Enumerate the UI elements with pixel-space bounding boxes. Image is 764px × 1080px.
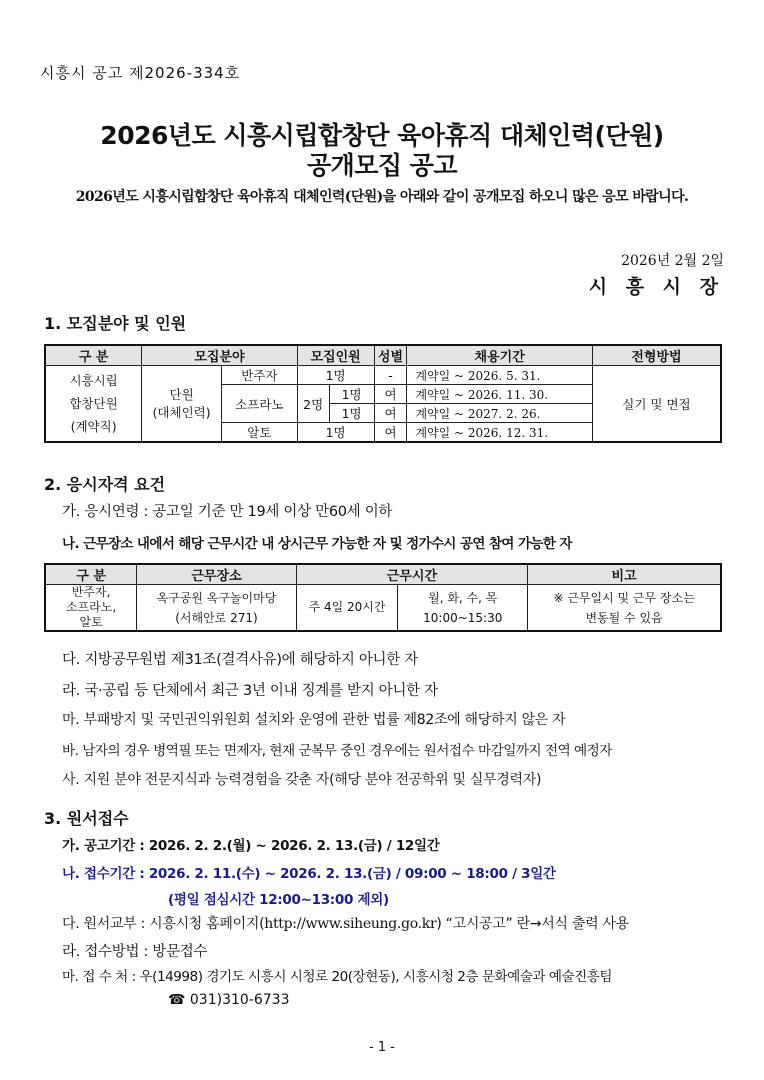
recruitment-table <box>44 344 722 443</box>
homepage-link[interactable]: http://www.siheung.go.kr <box>264 916 437 932</box>
work-header-category: 구 분 <box>45 564 137 585</box>
header-category: 구 분 <box>45 345 142 366</box>
period-cell: 계약일 ~ 2026. 5. 31. <box>407 366 592 385</box>
count-cell: 1명 <box>329 385 374 404</box>
part-cell: 소프라노 <box>221 385 297 423</box>
page-number: - 1 - <box>369 1040 395 1055</box>
contact-phone: ☎ 031)310-6733 <box>168 992 290 1008</box>
period-cell: 계약일 ~ 2027. 2. 26. <box>407 404 592 423</box>
work-category-cell: 반주자, 소프라노, 알토 <box>45 585 137 632</box>
total-count-cell: 2명 <box>297 385 329 423</box>
application-method: 라. 접수방법 : 방문접수 <box>62 944 208 960</box>
notice-number: 시흥시 공고 제2026-334호 <box>40 64 241 82</box>
form-distribution <box>62 913 629 933</box>
work-note-cell: ※ 근무일시 및 근무 장소는 변동될 수 있음 <box>528 585 721 632</box>
header-method: 전형방법 <box>592 345 721 366</box>
gender-cell: 여 <box>374 423 407 443</box>
period-cell: 계약일 ~ 2026. 12. 31. <box>407 423 592 443</box>
work-header-place: 근무장소 <box>137 564 296 585</box>
count-cell: 1명 <box>297 366 374 385</box>
gender-cell: 여 <box>374 404 407 423</box>
qualification-anticorruption: 마. 부패방지 및 국민권익위원회 설치와 운영에 관한 법률 제82조에 해당하지 않은 자 <box>62 712 566 728</box>
qualification-workplace: 나. 근무장소 내에서 해당 근무시간 내 상시근무 가능한 자 및 정가수시 공연 참여 가능한 자 <box>62 536 572 552</box>
intro-text: 2026년도 시흥시립합창단 육아휴직 대체인력(단원)을 아래와 같이 공개모집 하오니 많은 응모 바랍니다. <box>75 189 689 205</box>
section-title-application: 3. 원서접수 <box>44 809 129 828</box>
qualification-age: 가. 응시연령 : 공고일 기준 만 19세 이상 만60세 이하 <box>62 504 393 520</box>
section-title-recruitment: 1. 모집분야 및 인원 <box>44 314 187 333</box>
field-cell: 단원 (대체인력) <box>142 366 222 443</box>
work-hours-days-cell: 월, 화, 수, 목 10:00~15:30 <box>398 585 528 632</box>
part-cell: 반주자 <box>221 366 297 385</box>
qualification-military: 바. 남자의 경우 병역필 또는 면제자, 현재 군복무 중인 경우에는 원서접수 마감일까지 전역 예정자 <box>62 743 612 759</box>
receipt-period: 나. 접수기간 : 2026. 2. 11.(수) ~ 2026. 2. 13.(금) / 09:00 ~ 18:00 / 3일간 <box>62 866 556 882</box>
group-cell: 시흥시립 합창단원 (계약직) <box>45 366 142 443</box>
qualification-discipline: 라. 국·공립 등 단체에서 최근 3년 이내 징계를 받지 아니한 자 <box>62 683 438 699</box>
section-title-qualifications: 2. 응시자격 요건 <box>44 475 166 494</box>
header-gender: 성별 <box>374 345 407 366</box>
header-period: 채용기간 <box>407 345 592 366</box>
notice-period: 가. 공고기간 : 2026. 2. 2.(월) ~ 2026. 2. 13.(금) / 12일간 <box>62 838 440 854</box>
application-address: 마. 접 수 처 : 우(14998) 경기도 시흥시 시청로 20(장현동), 시흥시청 2층 문화예술과 예술진흥팀 <box>62 969 613 985</box>
count-cell: 1명 <box>297 423 374 443</box>
notice-date: 2026년 2월 2일 <box>621 253 724 269</box>
work-conditions-table <box>44 563 722 632</box>
qualification-disqualification: 다. 지방공무원법 제31조(결격사유)에 해당하지 아니한 자 <box>62 652 418 668</box>
part-cell: 알토 <box>221 423 297 443</box>
form-rest: ) “고시공고” 란→서식 출력 사용 <box>436 916 629 932</box>
work-header-note: 비고 <box>528 564 721 585</box>
work-place-cell: 옥구공원 옥구놀이마당 (서해안로 271) <box>137 585 296 632</box>
work-header-hours: 근무시간 <box>296 564 527 585</box>
period-cell: 계약일 ~ 2026. 11. 30. <box>407 385 592 404</box>
work-hours-week-cell: 주 4일 20시간 <box>296 585 398 632</box>
form-label: 다. 원서교부 : 시흥시청 홈페이지( <box>62 916 265 932</box>
page-title-line2: 공개모집 공고 <box>306 151 458 180</box>
method-cell: 실기 및 면접 <box>592 366 721 443</box>
gender-cell: - <box>374 366 407 385</box>
issuer: 시 흥 시 장 <box>588 276 724 298</box>
count-cell: 1명 <box>329 404 374 423</box>
gender-cell: 여 <box>374 385 407 404</box>
lunch-exclusion-note: (평일 점심시간 12:00~13:00 제외) <box>168 892 389 908</box>
page-title: 2026년도 시흥시립합창단 육아휴직 대체인력(단원) <box>100 121 664 150</box>
header-field: 모집분야 <box>142 345 298 366</box>
header-count: 모집인원 <box>297 345 374 366</box>
qualification-expertise: 사. 지원 분야 전문지식과 능력경험을 갖춘 자(해당 분야 전공학위 및 실무경력자) <box>62 772 542 788</box>
